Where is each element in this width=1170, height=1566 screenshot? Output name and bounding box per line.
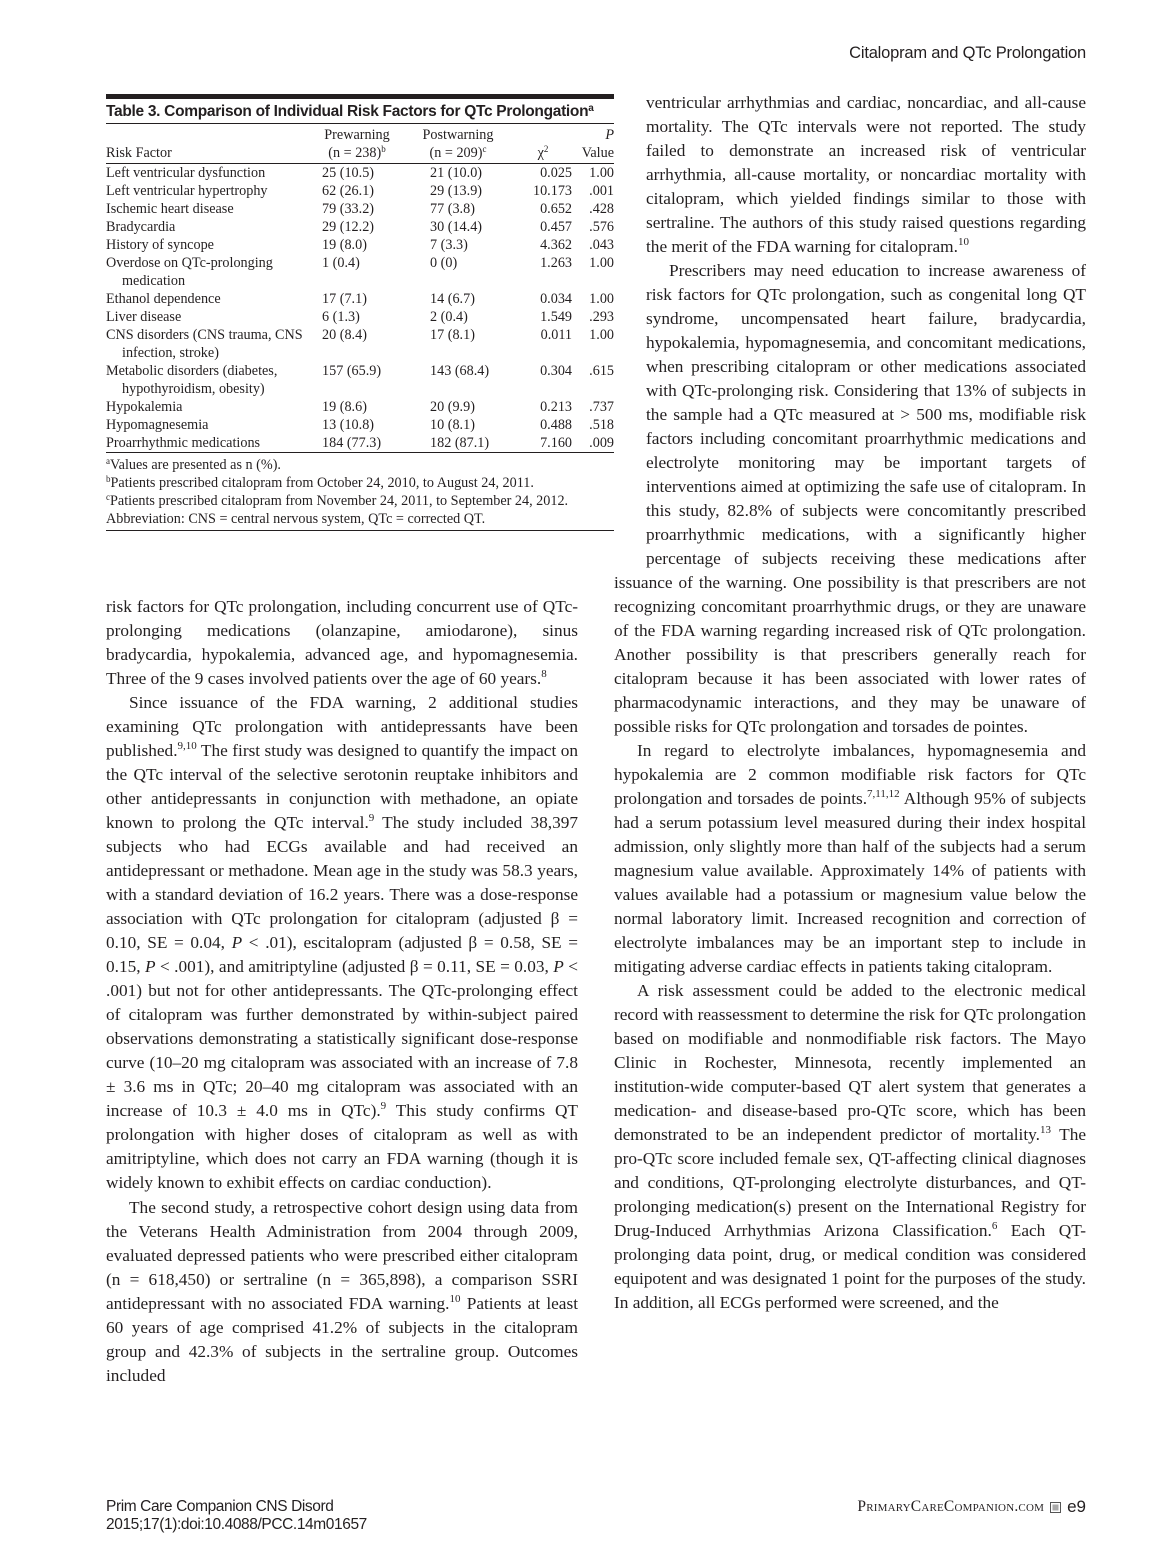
chi-square-cell: 4.362 <box>540 237 572 253</box>
table-row <box>106 164 614 183</box>
chi-square-cell: 0.457 <box>540 219 572 235</box>
p-value-cell: 1.00 <box>589 291 614 307</box>
risk-factor-cell: Bradycardia <box>106 219 176 235</box>
prewarning-cell: 19 (8.6) <box>322 399 367 415</box>
prewarning-cell: 19 (8.0) <box>322 237 367 253</box>
risk-factor-cell: Left ventricular dysfunction <box>106 165 266 181</box>
footnote-c: $^c$Patients prescribed citalopram from November 24, 2011, to September 24, 2012. <box>106 492 569 509</box>
footer-citation <box>106 1498 367 1534</box>
risk-factor-cell: Liver disease <box>106 309 182 325</box>
risk-factor-cell: Hypomagnesemia <box>106 417 209 433</box>
table-row <box>106 308 614 326</box>
citation-ref: 6 <box>991 1220 998 1232</box>
table-wrap-spacer <box>614 91 646 571</box>
table-title-text: Table 3. Comparison of Individual Risk Factors for QTc Prolongation <box>106 103 589 120</box>
citation-ref: 9,10 <box>177 740 197 752</box>
risk-factor-cell: Ethanol dependence <box>106 291 221 307</box>
table-header-row <box>106 124 614 164</box>
p-value-cell: .001 <box>589 183 614 199</box>
prewarning-cell: 6 (1.3) <box>322 309 360 325</box>
p-value-cell: .293 <box>589 309 614 325</box>
p-value-cell: 1.00 <box>589 255 614 271</box>
postwarning-cell: 21 (10.0) <box>430 165 483 181</box>
citation-ref: 9 <box>380 1100 387 1112</box>
chi-square-cell: 0.034 <box>540 291 572 307</box>
risk-factor-cell: Proarrhythmic medications <box>106 435 261 451</box>
footnote-a: $^a$Values are presented as n (%). <box>106 456 281 473</box>
running-title: Citalopram and QTc Prolongation <box>849 44 1086 62</box>
p-value-cell: .518 <box>589 417 614 433</box>
postwarning-cell: 143 (68.4) <box>430 363 490 379</box>
square-icon <box>1050 1502 1061 1513</box>
paragraph: In regard to electrolyte imbalances, hypomagnesemia and hypokalemia are 2 common modifiable risk factors for QTc prolongation and torsades de points.$^{7,11,12}$ Although 95% of subjects had a serum potassium level measured during their index hospital admission, only slightly more than half of the subjects had a serum magnesium value available. Approximately 14% of patients with values available had a potassium or magnesium value below the normal laboratory limit. Increased recognition and correction of electrolyte imbalances may be an important step to include in mitigating adverse cardiac effects in patients taking citalopram. <box>614 741 1086 976</box>
p-value-cell: 1.00 <box>589 165 614 181</box>
chi-square-cell: 10.173 <box>532 183 572 199</box>
risk-factor-cell: Hypokalemia <box>106 399 183 415</box>
prewarning-cell: 79 (33.2) <box>322 201 375 217</box>
table-title-note: a <box>588 103 594 114</box>
chi-square-cell: 0.025 <box>540 165 572 181</box>
postwarning-cell: 182 (87.1) <box>430 435 490 451</box>
prewarning-cell: 29 (12.2) <box>322 219 375 235</box>
citation-ref: 8 <box>541 668 547 680</box>
postwarning-cell: 30 (14.4) <box>430 219 483 235</box>
citation-ref: 9 <box>368 812 375 824</box>
table-title <box>106 99 614 124</box>
postwarning-cell: 0 (0) <box>430 255 458 271</box>
prewarning-cell: 20 (8.4) <box>322 327 367 343</box>
table-row <box>106 218 614 236</box>
chi-square-cell: 1.263 <box>540 255 572 271</box>
table-row <box>106 398 614 416</box>
paragraph: Since issuance of the FDA warning, 2 additional studies examining QTc prolongation with antidepressants have been published.$^{9,10}$ The first study was designed to quantify the impact on the QTc interval of the selective serotonin reuptake inhibitors and other antidepressants in conjunction with methadone, an opiate known to prolong the QTc interval.$^9$ The study included 38,397 subjects who had ECGs available and had received an antidepressant or methadone. Mean age in the study was 58.3 years, with a standard deviation of 16.2 years. There was a dose-response association with QTc prolongation for citalopram (adjusted β = 0.10, SE = 0.04, P < .01), escitalopram (adjusted β = 0.58, SE = 0.15, P < .001), and amitriptyline (adjusted β = 0.11, SE = 0.03, P < .001) but not for other antidepressants. The QTc-prolonging effect of citalopram was further demonstrated by within-subject paired observations demonstrating a statistically significant dose-response curve (10–20 mg citalopram was associated with an increase of 7.8 ± 3.6 ms in QTc; 20–40 mg citalopram was associated with an increase of 10.3 ± 4.0 ms in QTc).$^9$ This study confirms QT prolongation with higher doses of citalopram as well as with amitriptyline, which does not carry an FDA warning (though it is widely known to exhibit effects on cardiac conduction). <box>106 693 579 1192</box>
risk-factor-cell: Left ventricular hypertrophy <box>106 183 268 199</box>
paragraph: ventricular arrhythmias and cardiac, noncardiac, and all-cause mortality. The QTc intervals were not reported. The study failed to demonstrate an increased risk of ventricular arrhythmia, all-cause mortality, or noncardiac mortality with citalopram, which yielded findings similar to those with sertraline. The authors of this study raised questions regarding the merit of the FDA warning for citalopram.$^{10}$ <box>646 93 1086 256</box>
chi-square-cell: 0.488 <box>540 417 572 433</box>
col-postwarning: Postwarning (n = 209)$^c$ <box>402 124 514 164</box>
right-column-text <box>614 91 1086 1315</box>
citation-ref: 13 <box>1040 1124 1052 1136</box>
postwarning-cell: 7 (3.3) <box>430 237 468 253</box>
p-value-cell: .615 <box>589 363 614 379</box>
prewarning-cell: 17 (7.1) <box>322 291 367 307</box>
postwarning-cell: 10 (8.1) <box>430 417 475 433</box>
chi-square-cell: 7.160 <box>540 435 572 451</box>
table-row <box>106 236 614 254</box>
postwarning-cell: 29 (13.9) <box>430 183 483 199</box>
footnote-b: $^b$Patients prescribed citalopram from October 24, 2010, to August 24, 2011. <box>106 474 534 491</box>
prewarning-cell: 157 (65.9) <box>322 363 382 379</box>
citation-ref: 7,11,12 <box>867 788 900 800</box>
table-row <box>106 290 614 308</box>
risk-factor-cell: CNS disorders (CNS trauma, CNS infection, stroke) <box>106 327 303 361</box>
col-prewarning: Prewarning (n = 238)$^b$ <box>312 124 402 164</box>
table-3 <box>106 94 614 531</box>
left-column-text <box>106 595 578 1388</box>
col-chi-square: $\chi^2$ <box>514 124 576 164</box>
prewarning-cell: 13 (10.8) <box>322 417 375 433</box>
col-risk-factor: Risk Factor <box>106 124 312 164</box>
prewarning-cell: 184 (77.3) <box>322 435 382 451</box>
table-row <box>106 416 614 434</box>
footer-site <box>857 1498 1086 1516</box>
chi-square-cell: 0.304 <box>540 363 572 379</box>
chi-square-cell: 1.549 <box>540 309 572 325</box>
p-value-cell: .428 <box>589 201 614 217</box>
postwarning-cell: 20 (9.9) <box>430 399 475 415</box>
citation-ref: 10 <box>957 236 969 248</box>
table-row <box>106 182 614 200</box>
risk-factor-cell: Metabolic disorders (diabetes, hypothyroidism, obesity) <box>106 363 278 397</box>
risk-factor-cell: History of syncope <box>106 237 214 253</box>
chi-square-cell: 0.213 <box>540 399 572 415</box>
table-row <box>106 362 614 398</box>
risk-factor-table <box>106 124 614 452</box>
prewarning-cell: 62 (26.1) <box>322 183 375 199</box>
col-p-value: P Value <box>576 124 614 164</box>
doi-citation: 2015;17(1):doi:10.4088/PCC.14m01657 <box>106 1516 367 1533</box>
table-row <box>106 326 614 362</box>
risk-factor-cell: Ischemic heart disease <box>106 201 234 217</box>
table-footnotes <box>106 452 614 531</box>
p-value-cell: .009 <box>589 435 614 451</box>
citation-ref: 10 <box>449 1293 461 1305</box>
paragraph: A risk assessment could be added to the electronic medical record with reassessment to determine the risk for QTc prolongation based on modifiable and nonmodifiable risk factors. The Mayo Clinic in Rochester, Minnesota, recently implemented an institution-wide computer-based QT alert system that generates a medication- and disease-based pro-QTc score, which has been demonstrated to be an independent predictor of mortality.$^{13}$ The pro-QTc score included female sex, QT-affecting clinical diagnoses and conditions, QT-prolonging electrolyte disturbances, and QT-prolonging medication(s) present on the International Registry for Drug-Induced Arrhythmias Arizona Classification.$^6$ Each QT-prolonging data point, drug, or medical condition was considered equipotent and was designated 1 point for the purposes of the study. In addition, all ECGs performed were screened, and the <box>614 981 1087 1312</box>
site-name: PrimaryCareCompanion.com <box>857 1498 1045 1515</box>
footnote-abbreviation: Abbreviation: CNS = central nervous system, QTc = corrected QT. <box>106 511 486 527</box>
p-value-cell: .576 <box>589 219 614 235</box>
paragraph: risk factors for QTc prolongation, including concurrent use of QTc-prolonging medications (olanzapine, amiodarone), sinus bradycardia, hypokalemia, advanced age, and hypomagnesemia. Three of the 9 cases involved patients over the age of 60 years.$^8$ <box>106 597 578 688</box>
chi-square-cell: 0.011 <box>540 327 572 343</box>
chi-square-cell: 0.652 <box>540 201 572 217</box>
p-value-cell: .043 <box>589 237 614 253</box>
postwarning-cell: 14 (6.7) <box>430 291 475 307</box>
p-value-cell: 1.00 <box>589 327 614 343</box>
table-row <box>106 254 614 290</box>
paragraph: Prescribers may need education to increase awareness of risk factors for QTc prolongation, such as congenital long QT syndrome, uncompensated heart failure, bradycardia, hypokalemia, hypomagnesemia, and concomitant medications, when prescribing citalopram or other medications associated with QTc-prolonging risk. Considering that 13% of subjects in the sample had a QTc measured at > 500 ms, modifiable risk factors including concomitant proarrhythmic medications and electrolyte monitoring may be important targets of interventions aimed at optimizing the safe use of citalopram. In this study, 82.8% of subjects were concomitantly prescribed proarrhythmic medications, with a significantly higher percentage of subjects receiving these medications after issuance of the warning. One possibility is that prescribers are not recognizing concomitant proarrhythmic drugs, or they are unaware of the FDA warning regarding increased risk of QTc prolongation. Another possibility is that prescribers generally reach for citalopram because it has been associated with lower rates of pharmacodynamic interactions, and they may be unaware of possible risks for QTc prolongation and torsades de pointes. <box>614 261 1086 736</box>
prewarning-cell: 25 (10.5) <box>322 165 375 181</box>
p-value-cell: .737 <box>589 399 614 415</box>
journal-name: Prim Care Companion CNS Disord <box>106 1498 334 1515</box>
postwarning-cell: 17 (8.1) <box>430 327 475 343</box>
table-row <box>106 200 614 218</box>
postwarning-cell: 77 (3.8) <box>430 201 475 217</box>
table-row <box>106 434 614 452</box>
prewarning-cell: 1 (0.4) <box>322 255 360 271</box>
risk-factor-cell: Overdose on QTc-prolonging medication <box>106 255 273 289</box>
paragraph: The second study, a retrospective cohort design using data from the Veterans Health Administration from 2004 through 2009, evaluated depressed patients who were prescribed either citalopram (n = 618,450) or sertraline (n = 365,898), a comparison SSRI antidepressant with no associated FDA warning.$^{10}$ Patients at least 60 years of age comprised 41.2% of subjects in the citalopram group and 42.3% of subjects in the sertraline group. Outcomes included <box>106 1198 578 1385</box>
postwarning-cell: 2 (0.4) <box>430 309 468 325</box>
page-number: e9 <box>1067 1497 1086 1516</box>
